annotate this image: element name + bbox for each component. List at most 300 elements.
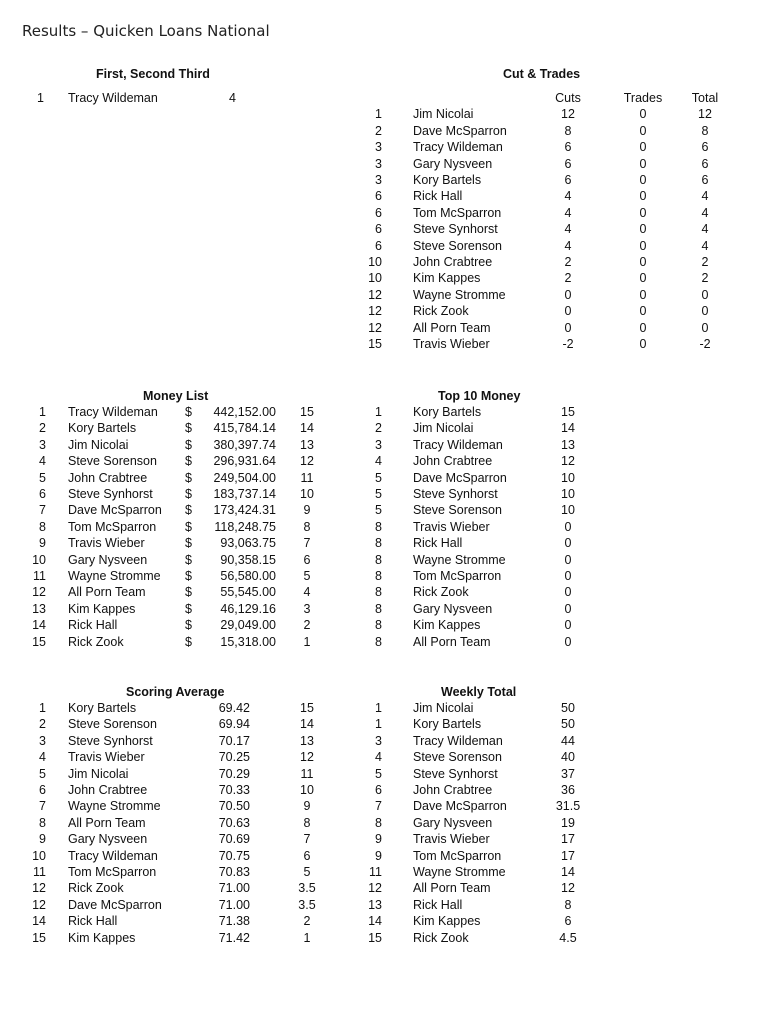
amount-cell: 442,152.00 xyxy=(213,405,276,419)
points-cell: 4 xyxy=(303,585,311,600)
name-cell: All Porn Team xyxy=(413,320,491,335)
avg-cell: 70.33 xyxy=(218,783,250,797)
amount-cell: 415,784.14 xyxy=(213,421,276,436)
name-cell: Jim Nicolai xyxy=(413,421,474,436)
section-title: First, Second Third xyxy=(96,67,210,81)
amount-cell: 173,424.31 xyxy=(213,503,276,518)
rank-cell: 5 xyxy=(39,470,46,485)
value-cell: 36 xyxy=(561,783,575,797)
trades-cell: 0 xyxy=(639,156,647,171)
avg-cell: 70.75 xyxy=(218,848,250,863)
rank-cell: 12 xyxy=(32,881,46,896)
amount-cell: 56,580.00 xyxy=(220,569,276,583)
rank-cell: 10 xyxy=(32,848,46,863)
value-cell: 10 xyxy=(561,470,575,485)
points-cell: 6 xyxy=(303,848,311,863)
name-cell: Tom McSparron xyxy=(68,865,157,879)
rank-cell: 11 xyxy=(369,865,382,879)
rank-cell: 5 xyxy=(39,766,46,781)
name-cell: Gary Nysveen xyxy=(413,156,493,171)
name-cell: Kory Bartels xyxy=(413,717,482,732)
rank-cell: 3 xyxy=(375,733,382,748)
currency-cell: $ xyxy=(185,618,192,633)
currency-cell: $ xyxy=(185,536,192,551)
trades-cell: 0 xyxy=(639,254,647,269)
name-cell: Dave McSparron xyxy=(413,123,507,138)
name-cell: Rick Zook xyxy=(413,585,469,600)
name-cell: All Porn Team xyxy=(413,634,491,649)
points-cell: 11 xyxy=(300,470,314,485)
name-cell: Rick Hall xyxy=(413,897,463,912)
total-cell: 0 xyxy=(701,320,709,335)
points-cell: 9 xyxy=(303,503,311,518)
value-cell: 4.5 xyxy=(559,930,577,945)
total-cell: 4 xyxy=(701,205,709,220)
name-cell: Steve Synhorst xyxy=(68,733,153,748)
rank-cell: 13 xyxy=(368,897,382,912)
name-cell: Tom McSparron xyxy=(68,519,157,534)
amount-cell: 55,545.00 xyxy=(220,585,276,600)
cuts-cell: 4 xyxy=(564,189,572,204)
name-cell: Rick Zook xyxy=(413,930,469,945)
rank-cell: 8 xyxy=(375,552,382,567)
trades-cell: 0 xyxy=(639,287,647,302)
avg-cell: 69.42 xyxy=(218,701,250,715)
value-cell: 0 xyxy=(564,569,572,583)
name-cell: Travis Wieber xyxy=(68,536,145,551)
avg-cell: 70.69 xyxy=(218,832,250,847)
rank-cell: 4 xyxy=(39,750,46,765)
rank-cell: 1 xyxy=(37,91,44,105)
name-cell: Kim Kappes xyxy=(413,914,481,929)
avg-cell: 70.63 xyxy=(218,815,250,830)
rank-cell: 8 xyxy=(375,536,382,551)
currency-cell: $ xyxy=(185,634,192,649)
value-cell: 40 xyxy=(561,750,575,765)
cuts-cell: 8 xyxy=(564,123,572,138)
rank-cell: 9 xyxy=(375,848,382,863)
trades-cell: 0 xyxy=(639,238,647,253)
avg-cell: 71.42 xyxy=(218,930,250,945)
name-cell: Steve Sorenson xyxy=(413,238,502,253)
rank-cell: 3 xyxy=(375,156,382,171)
currency-cell: $ xyxy=(185,552,192,567)
rank-cell: 12 xyxy=(32,585,46,600)
name-cell: Rick Hall xyxy=(68,618,118,633)
rank-cell: 15 xyxy=(368,930,382,945)
rank-cell: 3 xyxy=(375,140,382,155)
name-cell: Kim Kappes xyxy=(68,601,136,616)
name-cell: All Porn Team xyxy=(68,815,146,830)
cuts-cell: 0 xyxy=(564,304,572,319)
name-cell: Jim Nicolai xyxy=(68,766,129,781)
avg-cell: 70.29 xyxy=(218,766,250,781)
currency-cell: $ xyxy=(185,405,192,419)
rank-cell: 6 xyxy=(39,487,46,501)
value-cell: 10 xyxy=(561,503,575,518)
rank-cell: 2 xyxy=(39,421,46,436)
total-cell: 12 xyxy=(698,107,712,122)
name-cell: Gary Nysveen xyxy=(413,601,493,616)
points-cell: 8 xyxy=(303,815,311,830)
value-cell: 0 xyxy=(564,618,572,633)
value-cell: 4 xyxy=(229,91,236,105)
points-cell: 7 xyxy=(303,536,311,551)
value-cell: 50 xyxy=(561,701,575,715)
rank-cell: 1 xyxy=(39,405,46,419)
cuts-cell: 12 xyxy=(561,107,575,122)
trades-cell: 0 xyxy=(639,140,647,155)
value-cell: 14 xyxy=(561,421,575,436)
rank-cell: 13 xyxy=(32,601,46,616)
name-cell: Tom McSparron xyxy=(413,569,502,583)
trades-cell: 0 xyxy=(639,336,647,351)
rank-cell: 2 xyxy=(375,421,382,436)
points-cell: 12 xyxy=(300,750,314,765)
name-cell: Gary Nysveen xyxy=(68,552,148,567)
amount-cell: 93,063.75 xyxy=(220,536,276,551)
name-cell: Kory Bartels xyxy=(68,701,137,715)
name-cell: Steve Sorenson xyxy=(68,454,157,469)
total-cell: 6 xyxy=(701,156,709,171)
rank-cell: 7 xyxy=(39,503,46,518)
section-title: Cut & Trades xyxy=(503,67,581,81)
rank-cell: 4 xyxy=(375,750,382,765)
rank-cell: 11 xyxy=(33,569,46,583)
avg-cell: 71.00 xyxy=(218,881,250,896)
avg-cell: 71.00 xyxy=(218,897,250,912)
cuts-cell: 2 xyxy=(564,271,572,286)
rank-cell: 12 xyxy=(32,897,46,912)
rank-cell: 1 xyxy=(375,107,382,122)
name-cell: Kory Bartels xyxy=(413,405,482,419)
points-cell: 7 xyxy=(303,832,311,847)
rank-cell: 12 xyxy=(368,320,382,335)
points-cell: 8 xyxy=(303,519,311,534)
value-cell: 0 xyxy=(564,585,572,600)
rank-cell: 1 xyxy=(375,405,382,419)
rank-cell: 12 xyxy=(368,287,382,302)
points-cell: 3.5 xyxy=(298,897,316,912)
name-cell: Steve Synhorst xyxy=(413,766,498,781)
points-cell: 3 xyxy=(303,601,311,616)
amount-cell: 249,504.00 xyxy=(213,470,276,485)
value-cell: 14 xyxy=(561,865,575,879)
name-cell: Steve Synhorst xyxy=(413,222,498,237)
currency-cell: $ xyxy=(185,585,192,600)
trades-cell: 0 xyxy=(639,222,647,237)
trades-header: Trades xyxy=(623,91,663,105)
cuts-cell: 4 xyxy=(564,238,572,253)
amount-cell: 183,737.14 xyxy=(213,487,276,501)
name-cell: Travis Wieber xyxy=(413,519,490,534)
rank-cell: 10 xyxy=(32,552,46,567)
trades-cell: 0 xyxy=(639,271,647,286)
total-cell: 6 xyxy=(701,140,709,155)
rank-cell: 12 xyxy=(368,881,382,896)
value-cell: 19 xyxy=(561,815,575,830)
rank-cell: 8 xyxy=(39,815,46,830)
rank-cell: 1 xyxy=(375,717,382,732)
trades-cell: 0 xyxy=(639,304,647,319)
points-cell: 1 xyxy=(303,634,311,649)
name-cell: Rick Hall xyxy=(68,914,118,929)
currency-cell: $ xyxy=(185,601,192,616)
trades-cell: 0 xyxy=(639,320,647,335)
total-cell: 2 xyxy=(701,271,709,286)
rank-cell: 8 xyxy=(375,601,382,616)
rank-cell: 6 xyxy=(375,783,382,797)
rank-cell: 2 xyxy=(375,123,382,138)
rank-cell: 1 xyxy=(39,701,46,715)
name-cell: All Porn Team xyxy=(413,881,491,896)
rank-cell: 4 xyxy=(375,454,382,469)
rank-cell: 5 xyxy=(375,503,382,518)
avg-cell: 70.50 xyxy=(218,799,250,814)
name-cell: Rick Zook xyxy=(68,634,124,649)
name-cell: Steve Synhorst xyxy=(413,487,498,501)
points-cell: 5 xyxy=(303,569,311,583)
points-cell: 10 xyxy=(300,487,314,501)
points-cell: 3.5 xyxy=(298,881,316,896)
currency-cell: $ xyxy=(185,519,192,534)
trades-cell: 0 xyxy=(639,189,647,204)
cuts-header: Cuts xyxy=(555,91,581,105)
value-cell: 6 xyxy=(564,914,572,929)
value-cell: 17 xyxy=(561,832,575,847)
rank-cell: 8 xyxy=(375,815,382,830)
cuts-cell: 4 xyxy=(564,205,572,220)
rank-cell: 15 xyxy=(368,336,382,351)
points-cell: 11 xyxy=(300,766,314,781)
value-cell: 13 xyxy=(561,437,575,452)
rank-cell: 3 xyxy=(375,172,382,187)
name-cell: Tracy Wildeman xyxy=(68,91,158,105)
name-cell: Travis Wieber xyxy=(413,832,490,847)
rank-cell: 8 xyxy=(375,618,382,633)
rank-cell: 2 xyxy=(39,717,46,732)
amount-cell: 15,318.00 xyxy=(220,634,276,649)
value-cell: 0 xyxy=(564,634,572,649)
value-cell: 50 xyxy=(561,717,575,732)
currency-cell: $ xyxy=(185,487,192,501)
rank-cell: 11 xyxy=(33,865,46,879)
avg-cell: 71.38 xyxy=(218,914,250,929)
section-title: Weekly Total xyxy=(441,685,517,699)
name-cell: Kim Kappes xyxy=(68,930,136,945)
name-cell: Jim Nicolai xyxy=(413,107,474,122)
points-cell: 9 xyxy=(303,799,311,814)
rank-cell: 9 xyxy=(39,832,46,847)
name-cell: Tracy Wildeman xyxy=(68,405,158,419)
cuts-cell: 6 xyxy=(564,140,572,155)
currency-cell: $ xyxy=(185,437,192,452)
name-cell: John Crabtree xyxy=(68,470,148,485)
total-cell: 4 xyxy=(701,189,709,204)
name-cell: Wayne Stromme xyxy=(68,799,161,814)
rank-cell: 15 xyxy=(32,634,46,649)
name-cell: John Crabtree xyxy=(68,783,148,797)
avg-cell: 70.25 xyxy=(218,750,250,765)
cuts-cell: 0 xyxy=(564,287,572,302)
total-cell: 4 xyxy=(701,222,709,237)
points-cell: 13 xyxy=(300,733,314,748)
rank-cell: 9 xyxy=(375,832,382,847)
trades-cell: 0 xyxy=(639,107,647,122)
amount-cell: 46,129.16 xyxy=(220,601,276,616)
cuts-cell: 6 xyxy=(564,172,572,187)
rank-cell: 15 xyxy=(32,930,46,945)
name-cell: Tracy Wildeman xyxy=(68,848,158,863)
value-cell: 17 xyxy=(561,848,575,863)
section-title: Scoring Average xyxy=(126,685,225,699)
value-cell: 15 xyxy=(561,405,575,419)
points-cell: 2 xyxy=(303,914,311,929)
currency-cell: $ xyxy=(185,454,192,469)
rank-cell: 5 xyxy=(375,766,382,781)
name-cell: Kim Kappes xyxy=(413,271,481,286)
amount-cell: 90,358.15 xyxy=(220,552,276,567)
rank-cell: 3 xyxy=(39,437,46,452)
points-cell: 5 xyxy=(303,865,311,879)
value-cell: 31.5 xyxy=(555,799,581,814)
points-cell: 6 xyxy=(303,552,311,567)
currency-cell: $ xyxy=(185,503,192,518)
rank-cell: 14 xyxy=(32,618,46,633)
points-cell: 12 xyxy=(300,454,314,469)
points-cell: 10 xyxy=(300,783,314,797)
rank-cell: 6 xyxy=(39,783,46,797)
total-cell: 6 xyxy=(701,172,709,187)
amount-cell: 118,248.75 xyxy=(214,519,276,534)
cuts-cell: 0 xyxy=(564,320,572,335)
name-cell: John Crabtree xyxy=(413,783,493,797)
cuts-cell: -2 xyxy=(562,336,574,351)
name-cell: Wayne Stromme xyxy=(413,865,506,879)
name-cell: Dave McSparron xyxy=(413,799,507,814)
trades-cell: 0 xyxy=(639,172,647,187)
points-cell: 14 xyxy=(300,421,314,436)
name-cell: Tom McSparron xyxy=(413,848,502,863)
rank-cell: 8 xyxy=(375,519,382,534)
value-cell: 0 xyxy=(564,552,572,567)
points-cell: 1 xyxy=(303,930,311,945)
rank-cell: 3 xyxy=(39,733,46,748)
name-cell: Jim Nicolai xyxy=(68,437,129,452)
total-cell: 4 xyxy=(701,238,709,253)
rank-cell: 8 xyxy=(375,634,382,649)
name-cell: Rick Zook xyxy=(413,304,469,319)
page-title: Results – Quicken Loans National xyxy=(22,22,270,40)
rank-cell: 7 xyxy=(39,799,46,814)
rank-cell: 6 xyxy=(375,222,382,237)
total-cell: 0 xyxy=(701,304,709,319)
trades-cell: 0 xyxy=(639,205,647,220)
amount-cell: 380,397.74 xyxy=(213,437,276,452)
amount-cell: 29,049.00 xyxy=(220,618,276,633)
total-cell: 0 xyxy=(701,287,709,302)
value-cell: 12 xyxy=(561,454,575,469)
section-title: Money List xyxy=(143,389,209,403)
value-cell: 8 xyxy=(564,897,572,912)
value-cell: 0 xyxy=(564,601,572,616)
total-cell: -2 xyxy=(699,336,711,351)
rank-cell: 6 xyxy=(375,189,382,204)
name-cell: Dave McSparron xyxy=(68,897,162,912)
name-cell: Tracy Wildeman xyxy=(413,733,503,748)
total-cell: 8 xyxy=(701,123,709,138)
total-header: Total xyxy=(691,91,719,105)
currency-cell: $ xyxy=(185,421,192,436)
rank-cell: 10 xyxy=(368,271,382,286)
name-cell: Steve Synhorst xyxy=(68,487,153,501)
rank-cell: 9 xyxy=(39,536,46,551)
name-cell: Wayne Stromme xyxy=(68,569,161,583)
name-cell: Travis Wieber xyxy=(68,750,145,765)
rank-cell: 10 xyxy=(368,254,382,269)
value-cell: 12 xyxy=(561,881,575,896)
name-cell: Tom McSparron xyxy=(413,205,502,220)
rank-cell: 6 xyxy=(375,205,382,220)
rank-cell: 14 xyxy=(368,914,382,929)
name-cell: Wayne Stromme xyxy=(413,552,506,567)
name-cell: Gary Nysveen xyxy=(68,832,148,847)
rank-cell: 8 xyxy=(375,569,382,583)
rank-cell: 14 xyxy=(32,914,46,929)
name-cell: Gary Nysveen xyxy=(413,815,493,830)
name-cell: Tracy Wildeman xyxy=(413,140,503,155)
name-cell: Rick Zook xyxy=(68,881,124,896)
rank-cell: 5 xyxy=(375,470,382,485)
value-cell: 0 xyxy=(564,536,572,551)
name-cell: Dave McSparron xyxy=(413,470,507,485)
name-cell: Wayne Stromme xyxy=(413,287,506,302)
cuts-cell: 6 xyxy=(564,156,572,171)
name-cell: Kim Kappes xyxy=(413,618,481,633)
name-cell: John Crabtree xyxy=(413,454,493,469)
name-cell: Dave McSparron xyxy=(68,503,162,518)
avg-cell: 70.17 xyxy=(218,733,250,748)
name-cell: Steve Sorenson xyxy=(68,717,157,732)
name-cell: Jim Nicolai xyxy=(413,701,474,715)
rank-cell: 6 xyxy=(375,238,382,253)
rank-cell: 1 xyxy=(375,701,382,715)
rank-cell: 4 xyxy=(39,454,46,469)
rank-cell: 7 xyxy=(375,799,382,814)
rank-cell: 3 xyxy=(375,437,382,452)
avg-cell: 69.94 xyxy=(218,717,250,732)
name-cell: All Porn Team xyxy=(68,585,146,600)
points-cell: 15 xyxy=(300,405,314,419)
name-cell: Kory Bartels xyxy=(68,421,137,436)
points-cell: 14 xyxy=(300,717,314,732)
avg-cell: 70.83 xyxy=(218,865,250,879)
name-cell: Rick Hall xyxy=(413,189,463,204)
name-cell: Travis Wieber xyxy=(413,336,490,351)
value-cell: 37 xyxy=(561,766,575,781)
points-cell: 2 xyxy=(303,618,311,633)
trades-cell: 0 xyxy=(639,123,647,138)
name-cell: Steve Sorenson xyxy=(413,503,502,518)
name-cell: Rick Hall xyxy=(413,536,463,551)
name-cell: Tracy Wildeman xyxy=(413,437,503,452)
name-cell: Steve Sorenson xyxy=(413,750,502,765)
value-cell: 44 xyxy=(561,733,575,748)
section-title: Top 10 Money xyxy=(438,389,521,403)
currency-cell: $ xyxy=(185,569,192,583)
cuts-cell: 4 xyxy=(564,222,572,237)
amount-cell: 296,931.64 xyxy=(213,454,276,469)
